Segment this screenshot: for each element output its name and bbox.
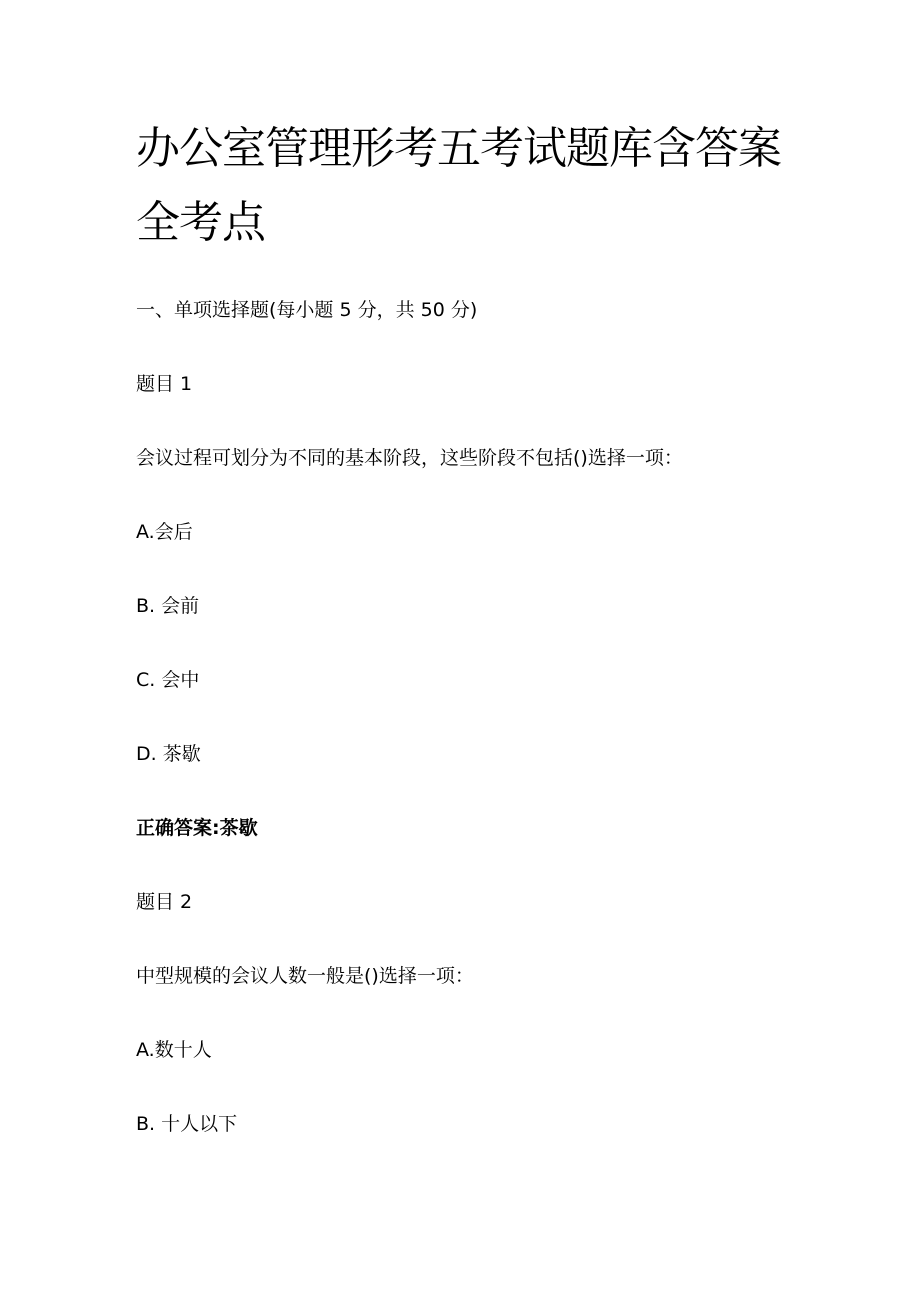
question-2-option-b: B. 十人以下: [136, 1113, 238, 1135]
question-1-text: 会议过程可划分为不同的基本阶段，这些阶段不包括()选择一项：: [136, 447, 683, 469]
question-1-correct-answer: 正确答案:茶歇: [136, 817, 258, 839]
question-2-text: 中型规模的会议人数一般是()选择一项：: [136, 965, 474, 987]
section-heading: 一、单项选择题(每小题 5 分，共 50 分): [136, 299, 478, 321]
question-1-option-a: A.会后: [136, 521, 193, 543]
question-2-option-a: A.数十人: [136, 1039, 212, 1061]
question-1-label: 题目 1: [136, 373, 193, 395]
question-1-option-d: D. 茶歇: [136, 743, 201, 765]
question-2-label: 题目 2: [136, 891, 193, 913]
document-title: 办公室管理形考五考试题库含答案全考点: [136, 123, 781, 248]
question-1-option-b: B. 会前: [136, 595, 200, 617]
question-1-option-c: C. 会中: [136, 669, 200, 691]
